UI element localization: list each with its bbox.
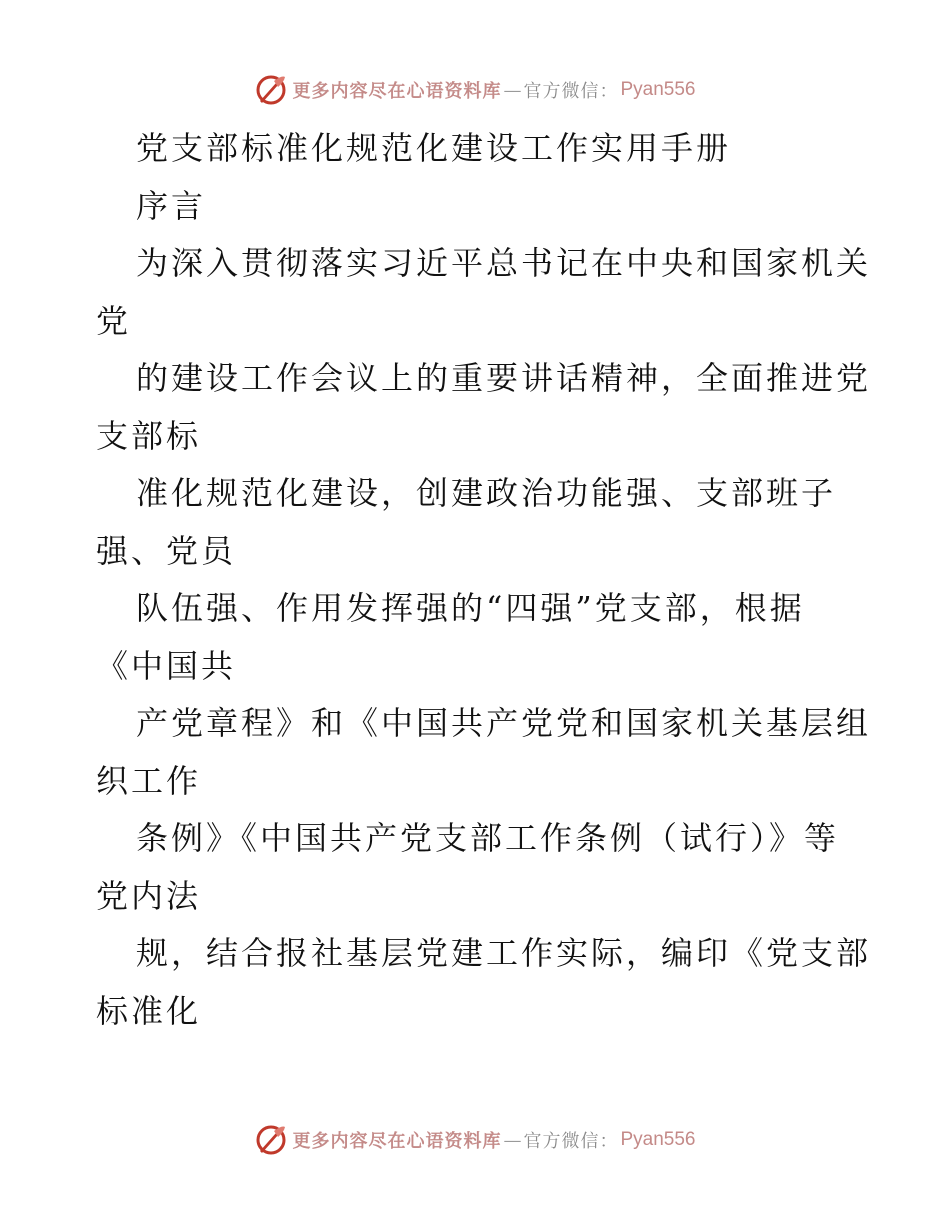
body-line: 条例》《中国共产党支部工作条例（试行）》等	[136, 819, 840, 857]
body-line: 党	[96, 301, 132, 340]
watermark-brand-text: 更多内容尽在心语资料库	[292, 81, 502, 102]
quill-logo-icon	[254, 73, 288, 107]
body-line: 《中国共	[96, 646, 237, 685]
body-line: 的建设工作会议上的重要讲话精神，全面推进党	[136, 359, 872, 397]
watermark-wechat-id: Pyan556	[620, 79, 696, 100]
body-line: 支部标	[96, 416, 202, 455]
watermark-official-label: 官方微信：	[523, 81, 619, 102]
body-line: 为深入贯彻落实习近平总书记在中央和国家机关	[136, 244, 872, 282]
watermark-official-label: 官方微信：	[523, 1131, 619, 1152]
quill-logo-icon	[254, 1123, 288, 1157]
body-line: 规，结合报社基层党建工作实际，编印《党支部	[136, 934, 872, 972]
body-line: 强、党员	[96, 531, 237, 570]
watermark-dash: —	[503, 79, 522, 101]
section-heading: 序言	[136, 186, 207, 225]
header-watermark	[0, 70, 950, 110]
body-line: 标准化	[96, 991, 202, 1030]
watermark-wechat-id: Pyan556	[620, 1129, 696, 1150]
body-line: 党内法	[96, 876, 202, 915]
body-line: 队伍强、作用发挥强的“四强”党支部，根据	[136, 589, 805, 627]
document-title: 党支部标准化规范化建设工作实用手册	[136, 129, 732, 167]
watermark-dash: —	[503, 1129, 522, 1151]
document-body	[96, 120, 872, 1040]
footer-watermark	[0, 1120, 950, 1160]
body-line: 产党章程》和《中国共产党党和国家机关基层组	[136, 704, 872, 742]
body-line: 准化规范化建设，创建政治功能强、支部班子	[136, 474, 837, 512]
watermark-brand-text: 更多内容尽在心语资料库	[292, 1131, 502, 1152]
body-line: 织工作	[96, 761, 202, 800]
